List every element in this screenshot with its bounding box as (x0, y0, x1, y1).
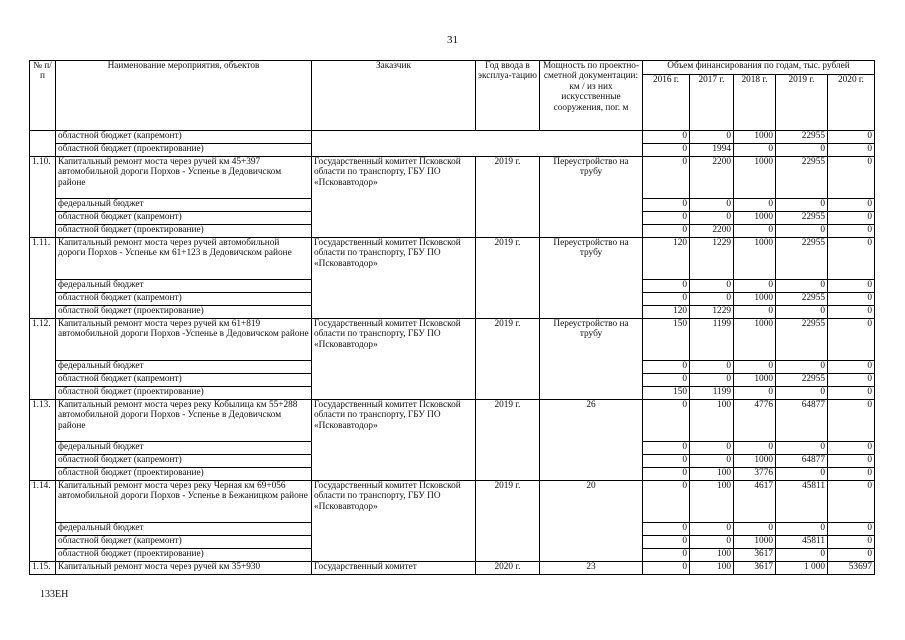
value-cell: 0 (690, 374, 734, 387)
row-name: Капитальный ремонт моста через реку Черная км 69+056 автомобильной дороги Порхов - Успенье в Бежаницком районе (56, 481, 312, 523)
table-row (30, 157, 875, 199)
row-capacity: Переустройство на трубу (540, 319, 643, 400)
value-cell: 0 (776, 442, 828, 455)
row-capacity: 20 (540, 481, 643, 562)
row-name: областной бюджет (капремонт) (56, 293, 312, 306)
row-num-cell (30, 131, 56, 157)
value-cell: 0 (643, 199, 690, 212)
value-cell: 2200 (690, 225, 734, 238)
value-cell: 150 (643, 387, 690, 400)
value-cell: 0 (828, 306, 875, 319)
value-cell: 0 (643, 361, 690, 374)
value-cell: 3617 (734, 549, 776, 562)
value-cell: 3776 (734, 468, 776, 481)
value-cell: 100 (690, 481, 734, 523)
value-cell: 0 (734, 280, 776, 293)
value-cell: 0 (690, 442, 734, 455)
row-name: Капитальный ремонт моста через ручей км 35+930 (56, 562, 312, 575)
table-subrow (30, 131, 875, 144)
value-cell: 4776 (734, 400, 776, 442)
header-name: Наименование мероприятия, объектов (56, 61, 312, 131)
row-customer: Государственный комитет (312, 562, 476, 575)
value-cell: 0 (828, 481, 875, 523)
value-cell: 22955 (776, 212, 828, 225)
value-cell: 1000 (734, 212, 776, 225)
value-cell: 0 (734, 523, 776, 536)
value-cell: 0 (776, 387, 828, 400)
value-cell: 1000 (734, 157, 776, 199)
value-cell: 1229 (690, 238, 734, 280)
value-cell: 22955 (776, 157, 828, 199)
value-cell: 0 (690, 280, 734, 293)
value-cell: 0 (643, 293, 690, 306)
value-cell: 22955 (776, 319, 828, 361)
row-name: федеральный бюджет (56, 361, 312, 374)
header-year-col: 2017 г. (690, 75, 734, 131)
row-name: Капитальный ремонт моста через ручей км 61+819 автомобильной дороги Порхов -Успенье в Дедовичском районе (56, 319, 312, 361)
row-num: 1.10. (30, 157, 56, 238)
row-name: федеральный бюджет (56, 199, 312, 212)
value-cell: 0 (828, 212, 875, 225)
value-cell: 53697 (828, 562, 875, 575)
row-name: областной бюджет (капремонт) (56, 374, 312, 387)
row-name: областной бюджет (проектирование) (56, 144, 312, 157)
value-cell: 0 (776, 144, 828, 157)
row-capacity: 23 (540, 562, 643, 575)
row-year: 2019 г. (476, 400, 540, 481)
value-cell: 0 (734, 144, 776, 157)
value-cell: 0 (776, 280, 828, 293)
value-cell: 64877 (776, 400, 828, 442)
value-cell: 0 (828, 293, 875, 306)
value-cell: 0 (643, 131, 690, 144)
value-cell: 100 (690, 400, 734, 442)
value-cell: 0 (643, 468, 690, 481)
row-customer: Государственный комитет Псковской области по транспорту, ГБУ ПО «Псковавтодор» (312, 157, 476, 238)
table-row (30, 319, 875, 361)
row-num: 1.14. (30, 481, 56, 562)
header-capacity: Мощность по проектно-сметной документации: км / из них искусственные сооружения, пог. м (540, 61, 643, 131)
value-cell: 0 (734, 199, 776, 212)
row-customer: Государственный комитет Псковской области по транспорту, ГБУ ПО «Псковавтодор» (312, 238, 476, 319)
value-cell: 0 (828, 280, 875, 293)
header-year: Год ввода в эксплуа-тацию (476, 61, 540, 131)
value-cell: 0 (828, 549, 875, 562)
row-capacity: Переустройство на трубу (540, 157, 643, 238)
value-cell: 0 (734, 306, 776, 319)
value-cell: 0 (828, 455, 875, 468)
value-cell: 0 (828, 361, 875, 374)
value-cell: 0 (776, 306, 828, 319)
value-cell: 0 (643, 481, 690, 523)
value-cell: 0 (734, 361, 776, 374)
value-cell: 0 (643, 455, 690, 468)
table-row (30, 481, 875, 523)
value-cell: 0 (734, 225, 776, 238)
value-cell: 2200 (690, 157, 734, 199)
value-cell: 22955 (776, 238, 828, 280)
funding-table (29, 60, 875, 575)
value-cell: 0 (776, 549, 828, 562)
value-cell: 1000 (734, 293, 776, 306)
value-cell: 0 (643, 280, 690, 293)
row-capacity: Переустройство на трубу (540, 238, 643, 319)
table-row (30, 562, 875, 575)
row-num: 1.11. (30, 238, 56, 319)
value-cell: 0 (690, 131, 734, 144)
value-cell: 0 (828, 536, 875, 549)
value-cell: 0 (828, 131, 875, 144)
value-cell: 0 (828, 400, 875, 442)
value-cell: 0 (643, 400, 690, 442)
value-cell: 0 (828, 387, 875, 400)
value-cell: 0 (690, 536, 734, 549)
row-name: областной бюджет (проектирование) (56, 549, 312, 562)
header-year-col: 2020 г. (828, 75, 875, 131)
value-cell: 22955 (776, 131, 828, 144)
value-cell: 0 (828, 199, 875, 212)
value-cell: 0 (776, 225, 828, 238)
row-name: областной бюджет (проектирование) (56, 468, 312, 481)
table-header-row (30, 61, 875, 75)
value-cell: 3617 (734, 562, 776, 575)
row-name: Капитальный ремонт моста через ручей км 45+397 автомобильной дороги Порхов - Успенье в Дедовичском районе (56, 157, 312, 199)
value-cell: 0 (643, 157, 690, 199)
row-name: областной бюджет (проектирование) (56, 225, 312, 238)
value-cell: 1994 (690, 144, 734, 157)
row-num: 1.12. (30, 319, 56, 400)
value-cell: 120 (643, 238, 690, 280)
value-cell: 0 (828, 319, 875, 361)
header-year-col: 2016 г. (643, 75, 690, 131)
value-cell: 100 (690, 549, 734, 562)
value-cell: 0 (643, 144, 690, 157)
value-cell: 0 (643, 442, 690, 455)
value-cell: 0 (776, 468, 828, 481)
value-cell: 45811 (776, 536, 828, 549)
header-customer: Заказчик (312, 61, 476, 131)
row-name: областной бюджет (капремонт) (56, 455, 312, 468)
value-cell: 0 (776, 523, 828, 536)
value-cell: 0 (828, 238, 875, 280)
value-cell: 1000 (734, 131, 776, 144)
value-cell: 1000 (734, 238, 776, 280)
footer-code: 133ЕН (40, 589, 69, 600)
row-year: 2020 г. (476, 562, 540, 575)
row-num: 1.13. (30, 400, 56, 481)
row-name: федеральный бюджет (56, 523, 312, 536)
table-row (30, 400, 875, 442)
value-cell: 1000 (734, 536, 776, 549)
value-cell: 0 (690, 523, 734, 536)
value-cell: 0 (734, 387, 776, 400)
row-name: областной бюджет (капремонт) (56, 212, 312, 225)
value-cell: 64877 (776, 455, 828, 468)
value-cell: 1000 (734, 374, 776, 387)
value-cell: 0 (734, 442, 776, 455)
header-year-col: 2019 г. (776, 75, 828, 131)
row-customer: Государственный комитет Псковской области по транспорту, ГБУ ПО «Псковавтодор» (312, 481, 476, 562)
value-cell: 1000 (734, 455, 776, 468)
row-name: областной бюджет (капремонт) (56, 131, 312, 144)
value-cell: 22955 (776, 374, 828, 387)
value-cell: 0 (776, 361, 828, 374)
header-num: № п/п (30, 61, 56, 131)
value-cell: 120 (643, 306, 690, 319)
value-cell: 0 (643, 374, 690, 387)
row-name: Капитальный ремонт моста через ручей автомобильной дороги Порхов - Успенье км 61+123 в Дедовичском районе (56, 238, 312, 280)
row-capacity: 26 (540, 400, 643, 481)
value-cell: 45811 (776, 481, 828, 523)
table-row (30, 238, 875, 280)
value-cell: 0 (643, 549, 690, 562)
merged-info-cell (312, 131, 643, 157)
value-cell: 1 000 (776, 562, 828, 575)
row-year: 2019 г. (476, 157, 540, 238)
row-year: 2019 г. (476, 319, 540, 400)
value-cell: 0 (690, 455, 734, 468)
value-cell: 0 (690, 212, 734, 225)
value-cell: 0 (828, 157, 875, 199)
value-cell: 1229 (690, 306, 734, 319)
row-customer: Государственный комитет Псковской области по транспорту, ГБУ ПО «Псковавтодор» (312, 400, 476, 481)
value-cell: 4617 (734, 481, 776, 523)
value-cell: 0 (828, 523, 875, 536)
value-cell: 0 (828, 144, 875, 157)
row-year: 2019 г. (476, 481, 540, 562)
value-cell: 0 (643, 523, 690, 536)
row-name: Капитальный ремонт моста через реку Кобылица км 55+288 автомобильной дороги Порхов - Успенье в Дедовичском районе (56, 400, 312, 442)
row-num: 1.15. (30, 562, 56, 575)
table-body (30, 131, 875, 575)
value-cell: 0 (776, 199, 828, 212)
row-name: федеральный бюджет (56, 442, 312, 455)
value-cell: 100 (690, 468, 734, 481)
value-cell: 0 (643, 562, 690, 575)
value-cell: 150 (643, 319, 690, 361)
row-year: 2019 г. (476, 238, 540, 319)
row-name: областной бюджет (капремонт) (56, 536, 312, 549)
value-cell: 0 (690, 361, 734, 374)
row-name: федеральный бюджет (56, 280, 312, 293)
value-cell: 100 (690, 562, 734, 575)
header-funding: Объем финансирования по годам, тыс. рублей (643, 61, 875, 75)
value-cell: 0 (828, 468, 875, 481)
value-cell: 0 (643, 212, 690, 225)
row-customer: Государственный комитет Псковской области по транспорту, ГБУ ПО «Псковавтодор» (312, 319, 476, 400)
value-cell: 0 (643, 225, 690, 238)
page-number: 31 (447, 34, 458, 46)
value-cell: 0 (828, 225, 875, 238)
value-cell: 1000 (734, 319, 776, 361)
value-cell: 22955 (776, 293, 828, 306)
value-cell: 1199 (690, 319, 734, 361)
row-name: областной бюджет (проектирование) (56, 306, 312, 319)
value-cell: 0 (690, 199, 734, 212)
header-year-col: 2018 г. (734, 75, 776, 131)
value-cell: 0 (828, 374, 875, 387)
value-cell: 1199 (690, 387, 734, 400)
value-cell: 0 (643, 536, 690, 549)
value-cell: 0 (690, 293, 734, 306)
value-cell: 0 (828, 442, 875, 455)
row-name: областной бюджет (проектирование) (56, 387, 312, 400)
